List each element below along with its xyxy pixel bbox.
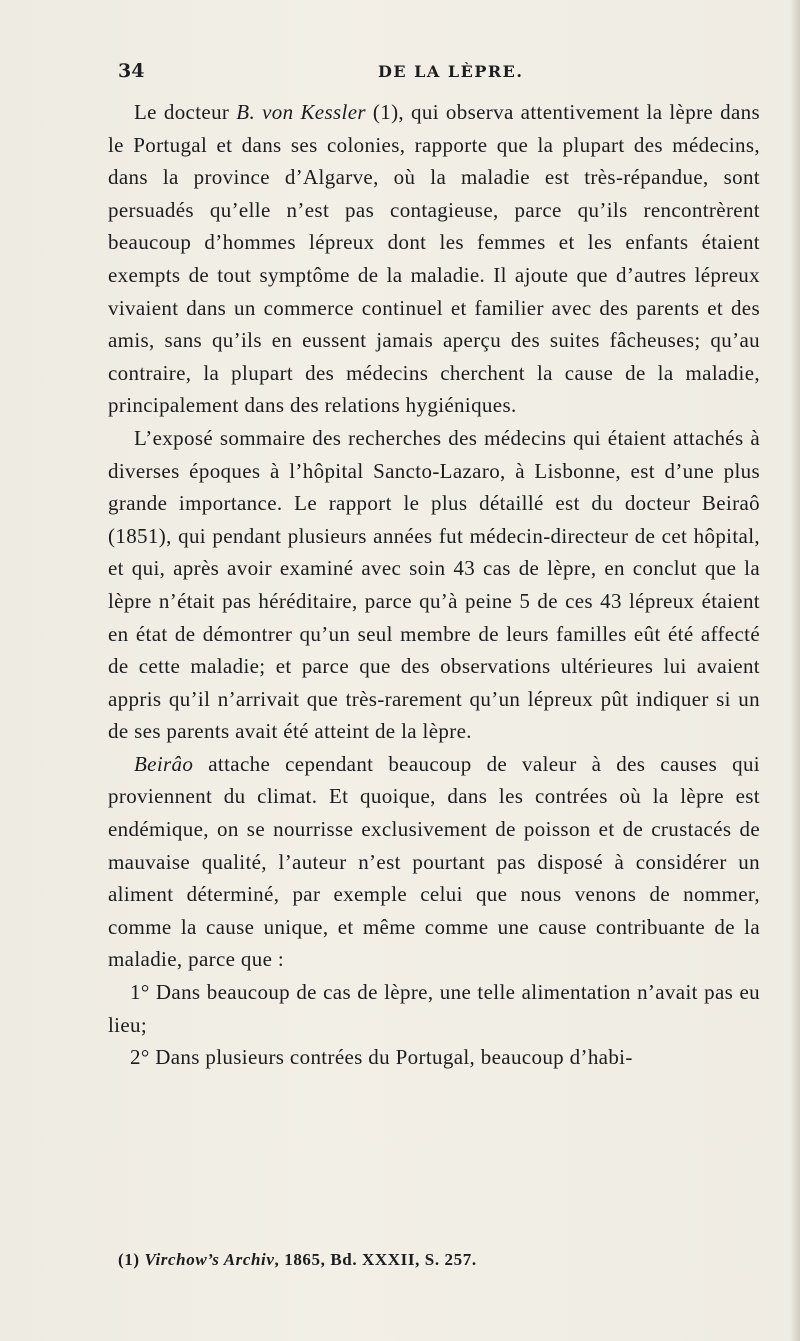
author-name-kessler: Kessler (300, 100, 366, 124)
body-text (108, 96, 760, 1074)
paragraph-text: attache cependant beaucoup de valeur à des causes qui proviennent du climat. Et quoique, dans les contrées où la lèpre est endémique, on se nourrisse exclusivement de poisson et de crustacés de mauvaise qualité, l’auteur n’est pourtant pas disposé à considérer un aliment déterminé, par exemple celui que nous venons de nommer, comme la cause unique, et même comme une cause contribuante de la maladie, parce que : (108, 751, 760, 972)
author-name-beirao: Beirâo (134, 751, 194, 776)
paragraph-text: (1), qui observa attentivement la lèpre dans le Portugal et dans ses colonies, rapporte que la plupart des médecins, dans la province d’Algarve, où la maladie est très-répandue, sont persuadés qu’elle n’est pas contagieuse, parce qu’ils rencontrèrent beaucoup d’hommes lépreux dont les femmes et les enfants étaient exempts de tout symptôme de la maladie. Il ajoute que d’autres lépreux vivaient dans un commerce continuel et familier avec des parents et des amis, sans qu’ils en eussent jamais aperçu des suites fâcheuses; qu’au contraire, la plupart des médecins cherchent la cause de la maladie, principalement dans des relations hygiéniques. (108, 100, 760, 418)
paragraph-beirao (108, 748, 760, 976)
paragraph-lead: Le docteur (134, 100, 237, 124)
page-edge-shadow (790, 0, 800, 1341)
paragraph-kessler (108, 96, 760, 422)
footnote (118, 1250, 758, 1270)
footnote-marker: (1) (118, 1250, 145, 1269)
running-title: DE LA LÈPRE. (378, 62, 524, 81)
paragraph-expose: L’exposé sommaire des recherches des médecins qui étaient attachés à diverses époques à l’hôpital Sancto-Lazaro, à Lisbonne, est d’une plus grande importance. Le rapport le plus détaillé est du docteur Beiraô (1851), qui pendant plusieurs années fut médecin-directeur de cet hôpital, et qui, après avoir examiné avec soin 43 cas de lèpre, en conclut que la lèpre n’était pas héréditaire, parce qu’à peine 5 de ces 43 lépreux étaient en état de démontrer qu’un seul membre de leurs familles eût été affecté de cette maladie; et parce que des observations ultérieures lui avaient appris qu’il n’arrivait que très-rarement qu’un lépreux pût indiquer si un de ses parents avait été atteint de la lèpre. (108, 425, 760, 744)
list-item-2: 2° Dans plusieurs contrées du Portugal, beaucoup d’habi- (130, 1045, 633, 1070)
footnote-reference: , 1865, Bd. XXXII, S. 257. (274, 1250, 477, 1269)
author-initial: B. (236, 100, 256, 124)
running-header (118, 60, 760, 88)
page-number: 34 (118, 60, 145, 82)
list-item-1: 1° Dans beaucoup de cas de lèpre, une telle alimentation n’avait pas eu lieu; (108, 980, 760, 1037)
footnote-source: Virchow’s Archiv (144, 1250, 275, 1269)
author-particle: von (255, 100, 301, 124)
